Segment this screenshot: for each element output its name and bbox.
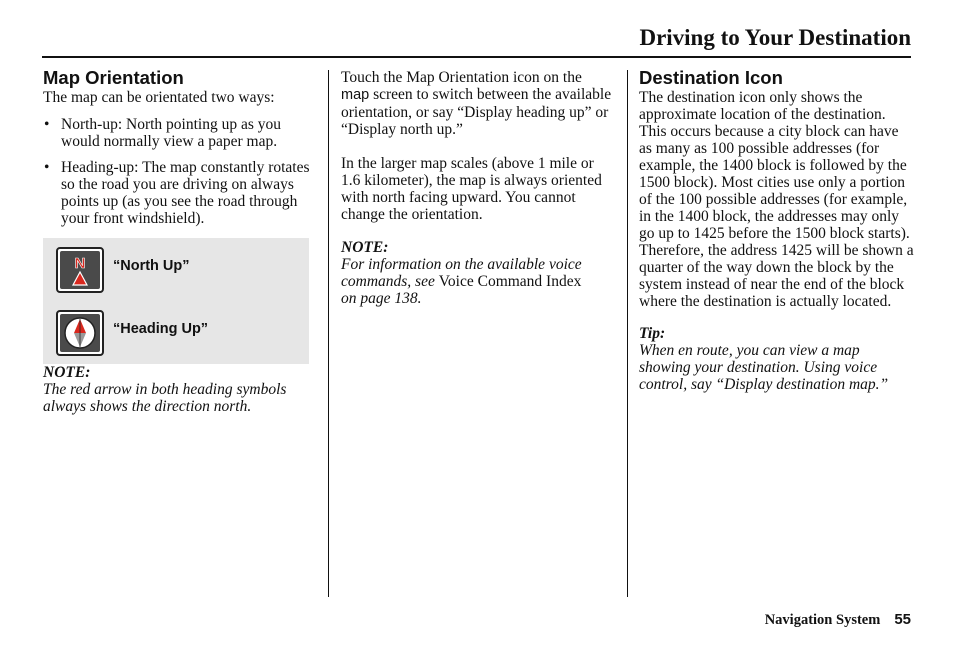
voice-command-index-link[interactable]: Voice Command Index xyxy=(438,273,582,290)
note-text-end: on page 138. xyxy=(341,290,422,307)
intro-text: The map can be orientated two ways: xyxy=(43,89,275,106)
note-text: The red arrow in both heading symbols always shows the direction north. xyxy=(43,381,287,415)
heading-up-label: “Heading Up” xyxy=(113,321,209,337)
north-up-label: “North Up” xyxy=(113,258,190,274)
page-number: 55 xyxy=(894,611,911,628)
map-screen-term: map xyxy=(341,87,370,103)
instruction-text: Touch the Map Orientation icon on the xyxy=(341,69,582,86)
page-title: Driving to Your Destination xyxy=(639,25,911,50)
section-heading-destination-icon: Destination Icon xyxy=(639,67,783,88)
list-item: • Heading-up: The map constantly rotates so the road you are driving on always points up (as you see the road through your front windshield). xyxy=(43,159,315,227)
middle-column xyxy=(341,69,613,307)
note-text-start: For information on the available voice commands, see xyxy=(341,256,582,290)
header-rule xyxy=(42,56,911,58)
heading-up-icon xyxy=(56,310,104,356)
list-item: • North-up: North pointing up as you would normally view a paper map. xyxy=(43,116,315,150)
orientation-list xyxy=(43,116,315,227)
note-text xyxy=(341,256,613,307)
left-column xyxy=(43,67,315,415)
destination-icon-text: The destination icon only shows the approximate location of the destination. This occurs because a city block can have as many as 100 possible addresses (for example, the 1400 block is followed by the 1500 block). Most cities use only a portion of the 100 possible addresses (for example, in the 1400 block, the addresses may only go up to 1425 before the 1500 block starts). Therefore, the address 1425 will be shown a quarter of the way down the block by the system instead of near the end of the block where the destination is actually located. xyxy=(639,89,914,310)
page-footer xyxy=(765,611,911,629)
tip-heading: Tip: xyxy=(639,325,666,342)
note-heading: NOTE: xyxy=(43,364,91,381)
svg-text:N: N xyxy=(74,255,86,272)
footer-section: Navigation System xyxy=(764,612,881,628)
column-divider-2 xyxy=(627,70,628,597)
column-divider-1 xyxy=(328,70,329,597)
section-heading-map-orientation: Map Orientation xyxy=(43,67,184,88)
scale-paragraph: In the larger map scales (above 1 mile or 1.6 kilometer), the map is always oriented with north facing upward. You cannot change the orientation. xyxy=(341,155,602,223)
north-up-icon xyxy=(56,247,104,293)
tip-text: When en route, you can view a map showing your destination. Using voice control, say “Display destination map.” xyxy=(639,342,889,393)
instruction-text-continued: screen to switch between the available orientation, or say “Display heading up” or “Display north up.” xyxy=(341,86,612,138)
orientation-instructions xyxy=(341,69,613,138)
note-heading: NOTE: xyxy=(341,239,389,256)
right-column xyxy=(639,67,914,393)
orientation-symbols-panel xyxy=(43,238,309,364)
